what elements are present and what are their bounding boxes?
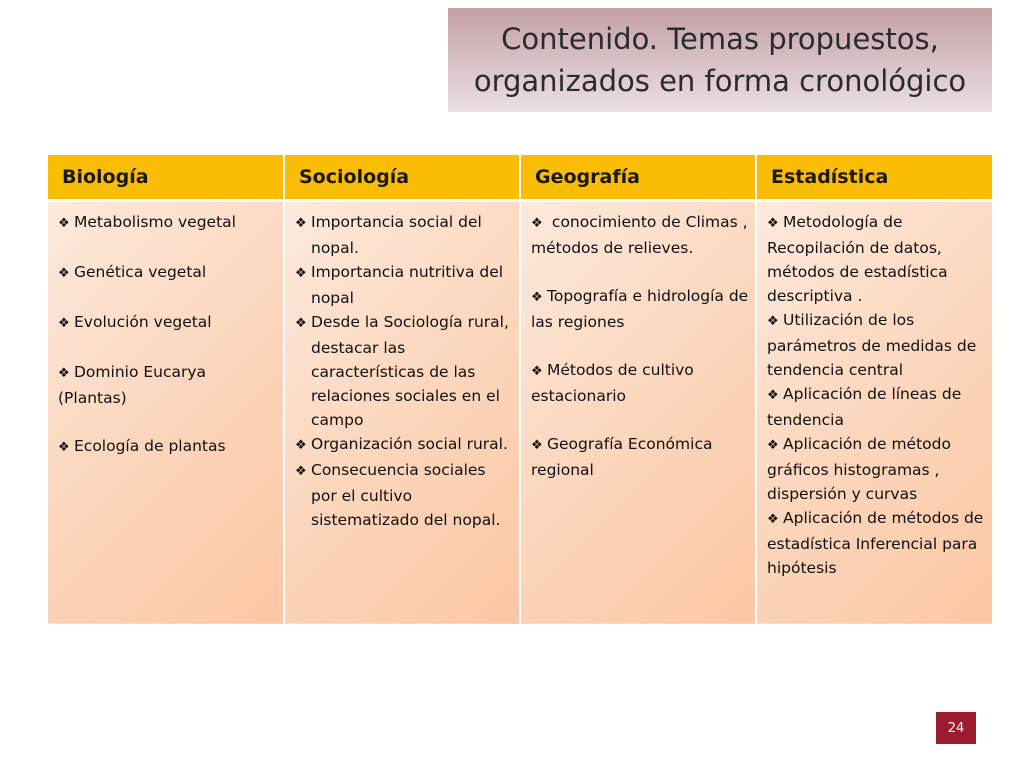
slide-title-line-1: Contenido. Temas propuestos, — [501, 22, 939, 56]
topic-text: Dominio Eucarya (Plantas) — [58, 362, 207, 407]
cell-geografia — [520, 200, 756, 624]
diamond-bullet-icon: ❖ — [767, 313, 779, 329]
list-item — [295, 310, 513, 432]
topic-text: Aplicación de método gráficos histogramas , dispersión y curvas — [767, 434, 951, 503]
diamond-bullet-icon: ❖ — [767, 387, 779, 403]
title-box — [448, 8, 992, 112]
page-number-badge: 24 — [936, 712, 976, 744]
list-item — [295, 260, 513, 310]
list-item — [767, 506, 986, 580]
diamond-bullet-icon: ❖ — [58, 265, 70, 281]
list-item — [295, 432, 513, 458]
list-item — [58, 310, 277, 336]
topics-table — [48, 155, 992, 624]
topic-text: Evolución vegetal — [74, 312, 212, 331]
diamond-bullet-icon: ❖ — [295, 215, 307, 231]
list-item — [531, 284, 749, 334]
diamond-bullet-icon: ❖ — [531, 289, 543, 305]
cell-sociologia — [284, 200, 520, 624]
list-item — [295, 458, 513, 532]
diamond-bullet-icon: ❖ — [295, 463, 307, 479]
topic-text: Metodología de Recopilación de datos, métodos de estadística descriptiva . — [767, 212, 948, 305]
list-item — [531, 358, 749, 408]
diamond-bullet-icon: ❖ — [767, 215, 779, 231]
diamond-bullet-icon: ❖ — [531, 215, 543, 231]
diamond-bullet-icon: ❖ — [767, 437, 779, 453]
diamond-bullet-icon: ❖ — [295, 315, 307, 331]
topic-text: Desde la Sociología rural, destacar las características de las relaciones sociales en el campo — [311, 312, 509, 429]
topic-text: Utilización de los parámetros de medidas de tendencia central — [767, 310, 977, 379]
topic-text: Consecuencia sociales por el cultivo sistematizado del nopal. — [311, 460, 501, 529]
list-item — [58, 210, 277, 236]
cell-estadistica — [756, 200, 992, 624]
topic-text: conocimiento de Climas , métodos de relieves. — [531, 212, 748, 257]
slide-title — [474, 18, 966, 102]
list-item — [58, 434, 277, 460]
diamond-bullet-icon: ❖ — [531, 437, 543, 453]
header-biologia: Biología — [48, 155, 284, 200]
diamond-bullet-icon: ❖ — [58, 315, 70, 331]
diamond-bullet-icon: ❖ — [58, 439, 70, 455]
list-item — [767, 210, 986, 308]
topic-list-geografia — [531, 210, 749, 482]
topic-text: Organización social rural. — [311, 434, 508, 453]
header-estadistica: Estadística — [756, 155, 992, 200]
topic-text: Importancia social del nopal. — [311, 212, 482, 257]
diamond-bullet-icon: ❖ — [295, 437, 307, 453]
list-item — [531, 210, 749, 260]
cell-biologia — [48, 200, 284, 624]
topic-text: Topografía e hidrología de las regiones — [531, 286, 749, 331]
diamond-bullet-icon: ❖ — [295, 265, 307, 281]
list-item — [767, 432, 986, 506]
topic-list-biologia — [58, 210, 277, 460]
diamond-bullet-icon: ❖ — [58, 365, 70, 381]
list-item — [58, 260, 277, 286]
list-item — [767, 308, 986, 382]
topic-text: Metabolismo vegetal — [74, 212, 236, 231]
diamond-bullet-icon: ❖ — [531, 363, 543, 379]
list-item — [295, 210, 513, 260]
header-geografia: Geografía — [520, 155, 756, 200]
table-header-row — [48, 155, 992, 200]
topic-text: Aplicación de líneas de tendencia — [767, 384, 962, 429]
header-sociologia: Sociología — [284, 155, 520, 200]
list-item — [58, 360, 277, 410]
list-item — [767, 382, 986, 432]
topic-text: Importancia nutritiva del nopal — [311, 262, 504, 307]
topic-text: Métodos de cultivo estacionario — [531, 360, 694, 405]
diamond-bullet-icon: ❖ — [58, 215, 70, 231]
topic-list-estadistica — [767, 210, 986, 580]
topic-list-sociologia — [295, 210, 513, 532]
topic-text: Geografía Económica regional — [531, 434, 713, 479]
table-row — [48, 200, 992, 624]
topic-text: Ecología de plantas — [74, 436, 226, 455]
list-item — [531, 432, 749, 482]
diamond-bullet-icon: ❖ — [767, 511, 779, 527]
topic-text: Genética vegetal — [74, 262, 207, 281]
slide-title-line-2: organizados en forma cronológico — [473, 64, 967, 98]
topic-text: Aplicación de métodos de estadística Inferencial para hipótesis — [767, 508, 984, 577]
